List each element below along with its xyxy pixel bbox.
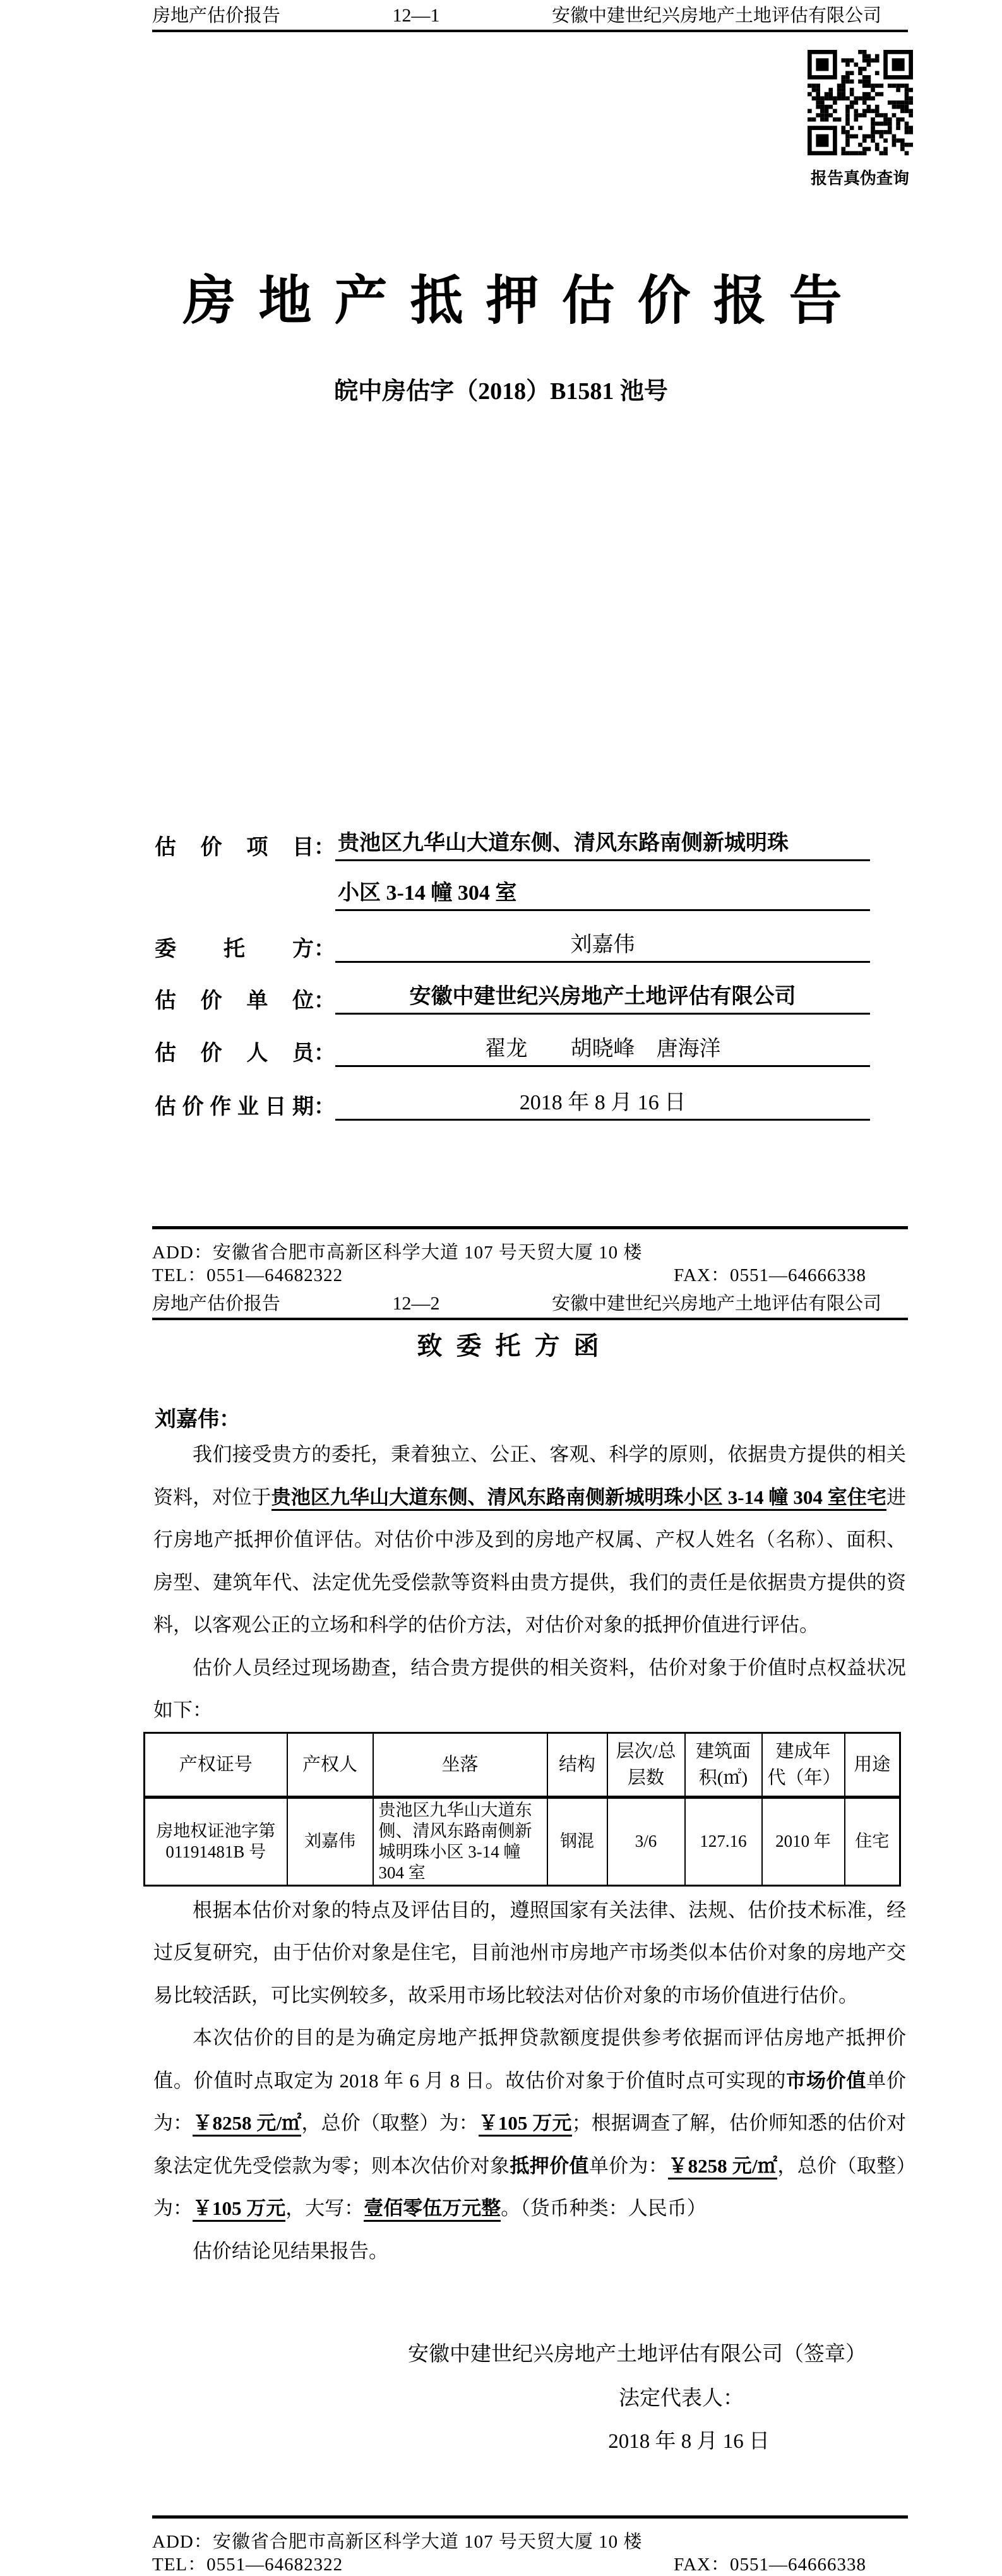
header-company-name: 安徽中建世纪兴房地产土地评估有限公司 [551,1294,881,1314]
footer-tel-fax [152,1261,908,1287]
col-floor: 层次/总层数 [607,1732,685,1797]
letter-title: 致委托方函 [417,1332,613,1360]
form-row-client [155,934,870,963]
project-value-line1: 贵池区九华山大道东侧、清风东路南侧新城明珠 [335,830,870,861]
header-page-number: 12—2 [392,1293,440,1314]
form-row-staff [155,1038,870,1067]
staff-label: 估价人员 [155,1042,314,1065]
col-year-built: 建成年代（年） [762,1732,845,1797]
header-page-number: 12—1 [392,5,440,26]
client-label: 委托方 [155,938,314,961]
form-row-project-line2 [155,882,870,911]
staff-value: 翟龙 胡晓峰 唐海洋 [335,1036,870,1067]
header-doc-type: 房地产估价报告 [152,6,281,26]
cell-floor: 3/6 [607,1797,685,1885]
project-value-line2: 小区 3-14 幢 304 室 [335,880,870,911]
footer-divider [152,2515,908,2519]
form-row-agency [155,986,870,1015]
footer-tel-fax [152,2550,908,2576]
table-header-row [145,1732,900,1797]
report-doc-number: 皖中房估字（2018）B1581 池号 [334,378,668,405]
date-label: 估价作业日期 [155,1095,314,1119]
table-data-row [145,1797,900,1885]
footer-divider [152,1226,908,1229]
col-owner: 产权人 [287,1732,373,1797]
label-colon: ： [314,836,335,859]
project-label: 估价项目 [155,836,314,859]
agency-value: 安徽中建世纪兴房地产土地评估有限公司 [335,984,870,1015]
paragraph-method: 根据本估价对象的特点及评估目的，遵照国家有关法律、法规、估价技术标准，经过反复研究，由于估价对象是住宅，目前池州市房地产市场类似本估价对象的房地产交易比较活跃，可比实例较多，故采用市场比较法对估价对象的市场价值进行估价。 [153,1899,906,2007]
qr-code [808,50,913,155]
agency-label: 估价单位 [155,989,314,1013]
footer-tel: TEL：0551—64682322 [152,1265,343,1285]
col-location: 坐落 [373,1732,547,1797]
paragraph-entrust: 我们接受贵方的委托，秉着独立、公正、客观、科学的原则，依据贵方提供的相关资料，对位于贵池区九华山大道东侧、清风东路南侧新城明珠小区 3-14 幢 304 室住宅进行房地产抵押价值评估。对估价中涉及到的房地产权属、产权人姓名（名称）、面积、房型、建筑年代、法定优先受偿款等资料由贵方提供，我们的责任是依据贵方提供的资料，以客观公正的立场和科学的估价方法，对估价对象的抵押价值进行评估。 [153,1443,907,1636]
qr-caption: 报告真伪查询 [810,169,909,188]
footer-address: ADD：安徽省合肥市高新区科学大道 107 号天贸大厦 10 楼 [152,2532,643,2552]
client-value: 刘嘉伟 [335,932,870,963]
footer-fax: FAX：0551—64666338 [674,1265,866,1285]
form-row-project [155,832,870,861]
col-area: 建筑面积(㎡) [685,1732,762,1797]
col-usage: 用途 [845,1732,900,1797]
letter-body [153,1433,906,2272]
property-rights-table [143,1732,901,1887]
date-value: 2018 年 8 月 16 日 [335,1090,870,1121]
cell-usage: 住宅 [845,1797,900,1885]
paragraph-conclusion: 估价结论见结果报告。 [193,2239,388,2262]
page2-header [152,1293,908,1320]
salutation: 刘嘉伟： [155,1408,241,1431]
header-company-name: 安徽中建世纪兴房地产土地评估有限公司 [551,6,881,26]
signature-date: 2018 年 8 月 16 日 [608,2430,770,2453]
footer-fax: FAX：0551—64666338 [674,2555,866,2575]
form-row-date [155,1092,870,1121]
label-colon: ： [314,1042,335,1065]
col-structure: 结构 [547,1732,607,1797]
paragraph-survey: 估价人员经过现场勘查，结合贵方提供的相关资料，估价对象于价值时点权益状况如下： [153,1656,906,1721]
paragraph-valuation: 本次估价的目的是为确定房地产抵押贷款额度提供参考依据而评估房地产抵押价值。价值时点取定为 2018 年 6 月 8 日。故估价对象于价值时点可实现的市场价值单价为：￥8258 元/㎡，总价（取整）为：￥105 万元；根据调查了解，估价师知悉的估价对象法定优先受偿款为零；则本次估价对象抵押价值单价为：￥8258 元/㎡，总价（取整）为：￥105 万元，大写：壹佰零伍万元整。（货币种类：人民币） [153,2017,906,2230]
col-cert-no: 产权证号 [145,1732,287,1797]
cell-cert-no: 房地权证池字第 01191481B 号 [145,1797,287,1885]
cell-location: 贵池区九华山大道东侧、清风东路南侧新城明珠小区 3-14 幢 304 室 [373,1797,547,1885]
footer-address: ADD：安徽省合肥市高新区科学大道 107 号天贸大厦 10 楼 [152,1243,643,1263]
report-title: 房地产抵押估价报告 [182,272,865,331]
signature-legal-rep: 法定代表人： [619,2387,744,2410]
cell-structure: 钢混 [547,1797,607,1885]
cell-year-built: 2010 年 [762,1797,845,1885]
cell-owner: 刘嘉伟 [287,1797,373,1885]
label-colon: ： [314,1095,335,1119]
header-doc-type: 房地产估价报告 [152,1294,281,1314]
page1-header [152,5,908,32]
label-colon: ： [314,989,335,1013]
cell-area: 127.16 [685,1797,762,1885]
signature-company: 安徽中建世纪兴房地产土地评估有限公司（签章） [408,2343,866,2366]
label-colon: ： [314,938,335,961]
footer-tel: TEL：0551—64682322 [152,2555,343,2575]
